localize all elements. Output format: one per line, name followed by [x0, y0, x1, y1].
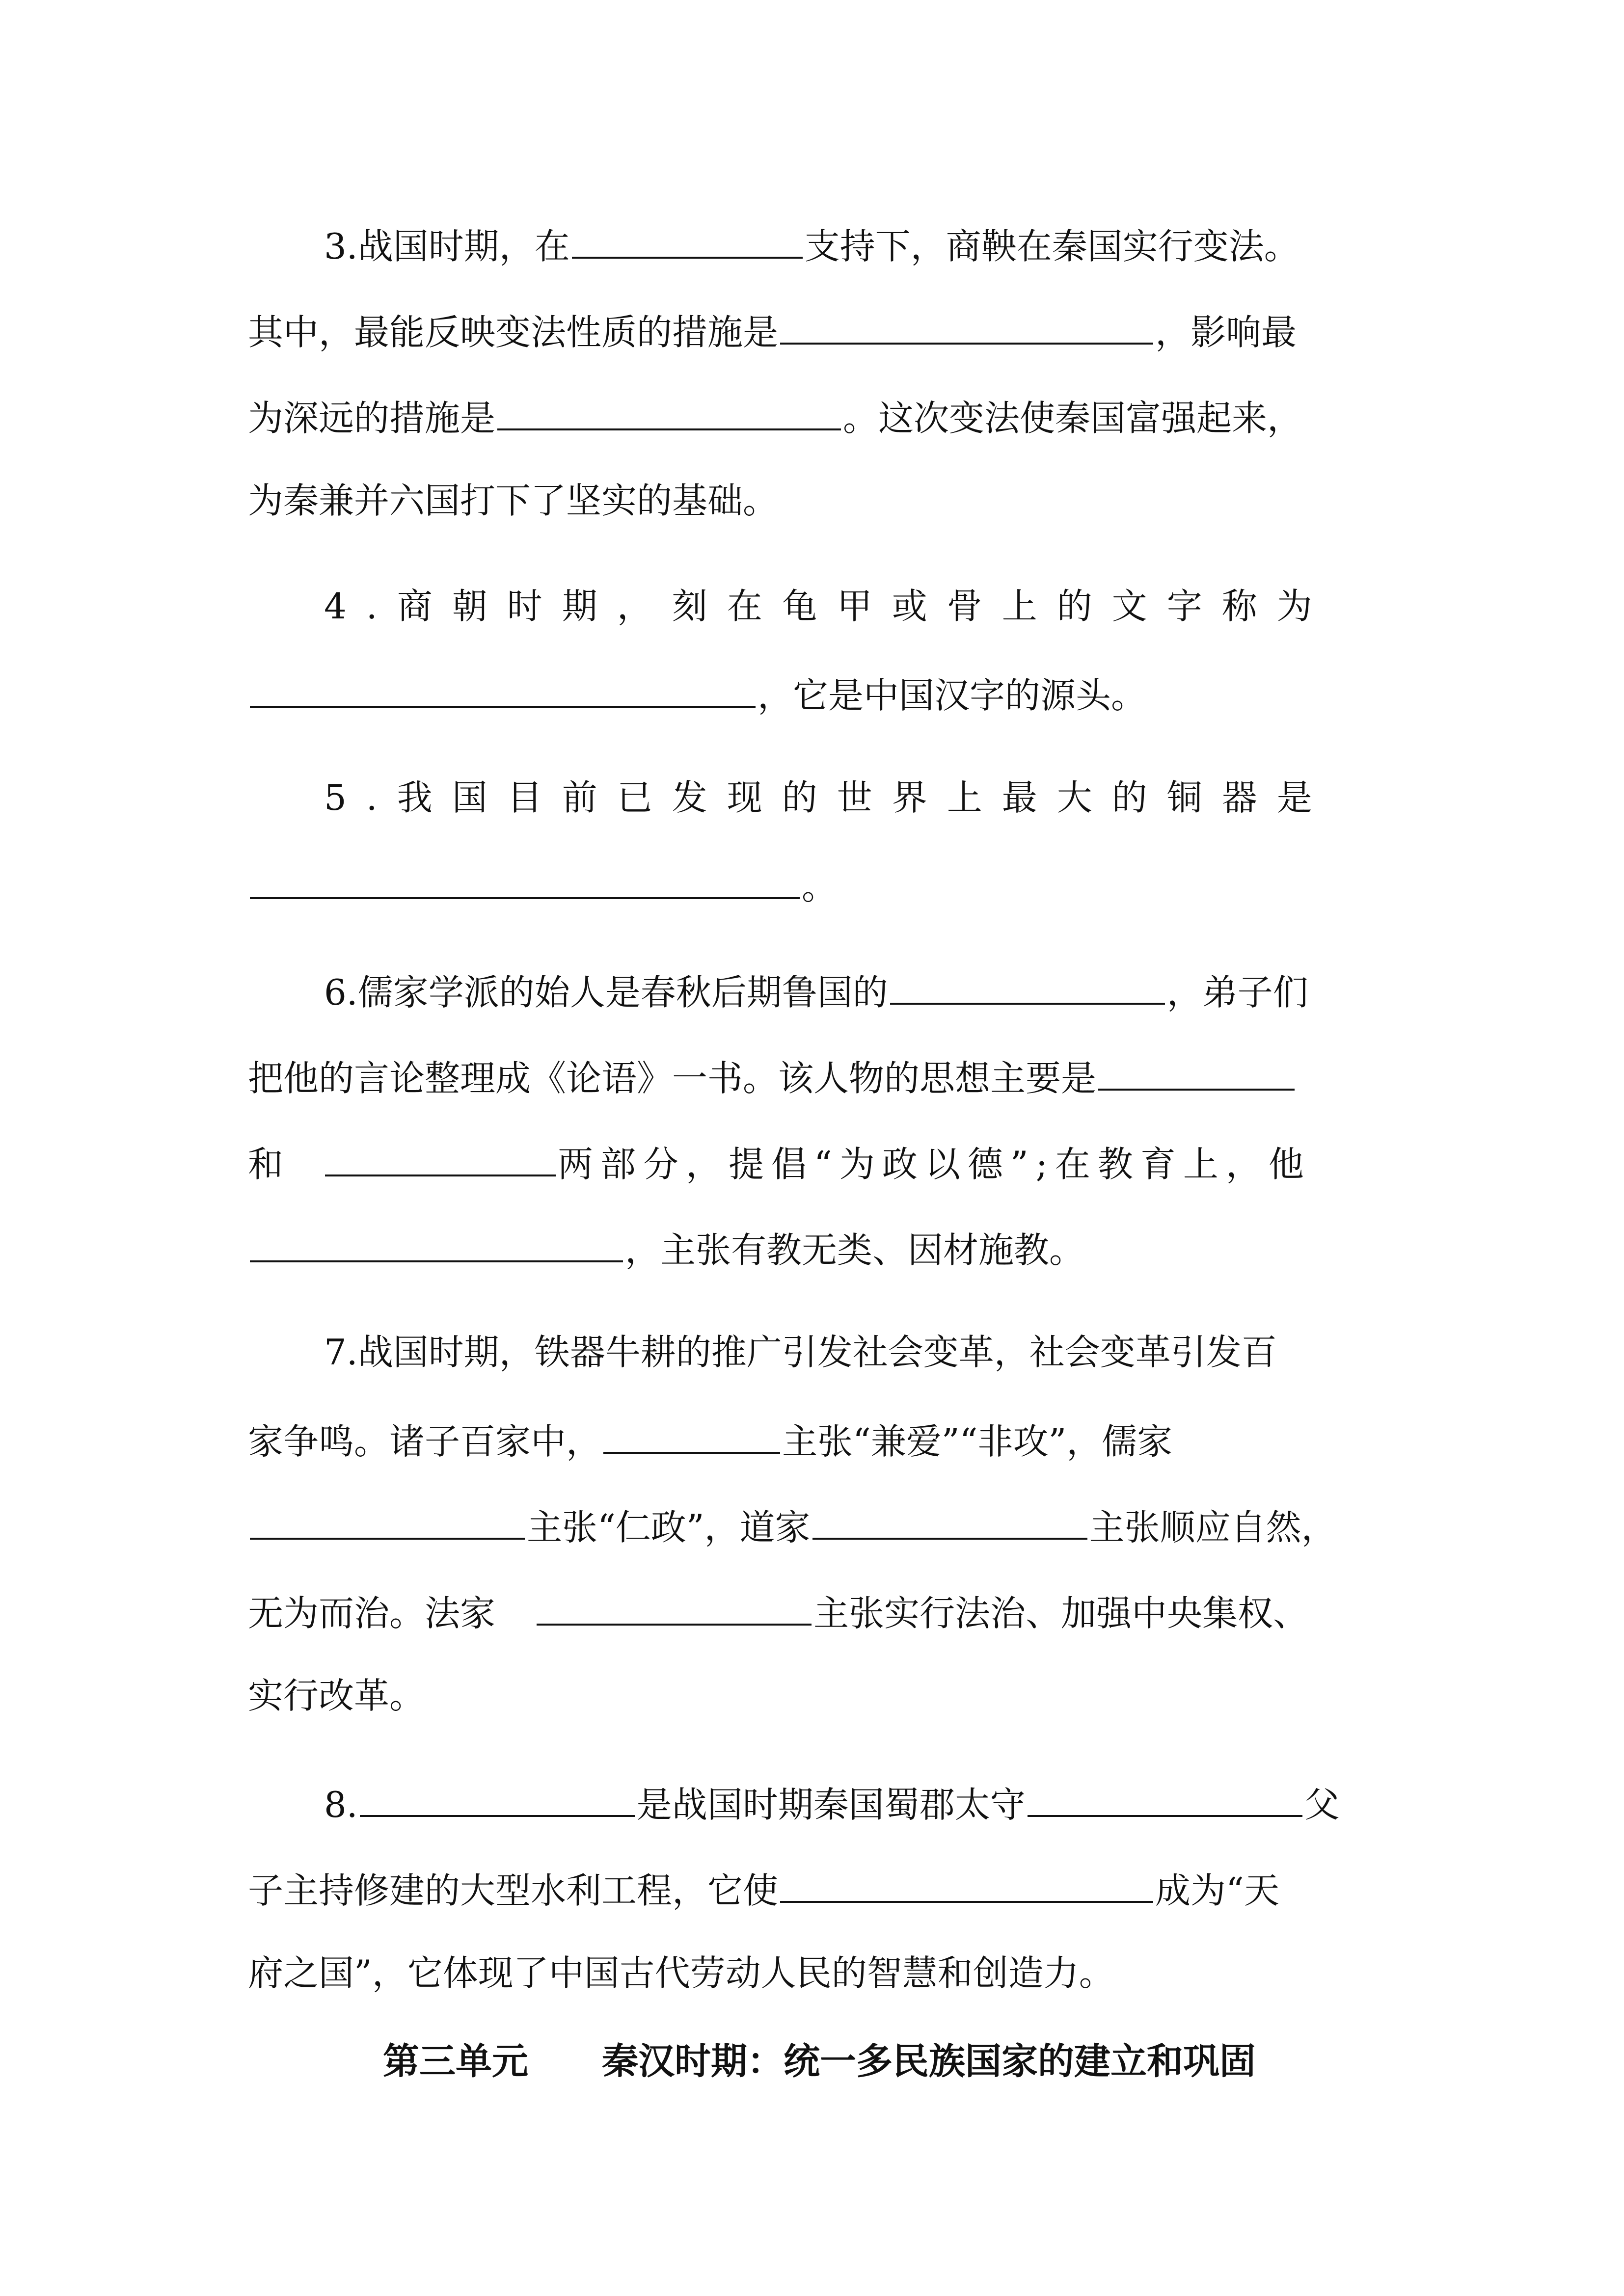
q3-line-3 [248, 390, 1387, 439]
q7-text-4b: 主张实行法治、加强中央集权、 [813, 1593, 1309, 1634]
q5-line-2 [248, 859, 1387, 908]
q8-line-2 [248, 1863, 1387, 1912]
q3-line-2 [248, 304, 1387, 353]
unit-title: 秦汉时期：统一多民族国家的建立和巩固 [602, 2040, 1256, 2082]
q3-text-1a: 3.战国时期，在 [324, 226, 570, 267]
q3-text-3a: 为深远的措施是 [248, 398, 496, 439]
q8-text-1a: 8. [324, 1784, 358, 1825]
q5-text-2b: 。 [802, 866, 838, 908]
q7-line-4 [248, 1585, 1387, 1634]
q3-text-1b: 支持下，商鞅在秦国实行变法。 [804, 226, 1299, 267]
q3-text-2b: ，影响最 [1155, 312, 1297, 353]
q7-text-2a: 家争鸣。诸子百家中， [248, 1421, 602, 1462]
q5-blank-1[interactable] [250, 859, 800, 899]
q7-text-3c: 主张顺应自然， [1089, 1507, 1337, 1548]
q8-line-1 [324, 1777, 1387, 1826]
q3-line-1 [324, 218, 1387, 267]
q6-text-1b: ，弟子们 [1166, 972, 1308, 1013]
q4-line-1: 4.商朝时期，刻在龟甲或骨上的文字称为 [324, 586, 1332, 627]
q8-blank-2[interactable] [1028, 1777, 1302, 1817]
q6-line-1 [324, 964, 1387, 1014]
q3-line-4: 为秦兼并六国打下了坚实的基础。 [248, 480, 779, 521]
q7-line-1: 7.战国时期，铁器牛耕的推广引发社会变革，社会变革引发百 [324, 1332, 1277, 1373]
q6-blank-1[interactable] [890, 964, 1165, 1005]
q8-line-3: 府之国”，它体现了中国古代劳动人民的智慧和创造力。 [248, 1952, 1114, 1994]
q4-line-2 [248, 667, 1387, 717]
q6-text-2a: 把他的言论整理成《论语》一书。该人物的思想主要是 [248, 1058, 1097, 1099]
q7-text-2b: 主张“兼爱”“非攻”，儒家 [782, 1421, 1173, 1462]
q7-text-4a: 无为而治。法家 [248, 1593, 496, 1634]
unit-heading [383, 2037, 1256, 2086]
q7-line-5: 实行改革。 [248, 1675, 425, 1716]
q6-line-3 [248, 1136, 1387, 1185]
q6-text-3a: 和 [248, 1144, 291, 1185]
unit-number: 第三单元 [383, 2040, 528, 2082]
q3-blank-1[interactable] [572, 218, 803, 259]
q3-text-3b: 。这次变法使秦国富强起来， [843, 398, 1303, 439]
q7-line-3 [248, 1499, 1387, 1548]
q6-blank-3[interactable] [325, 1136, 556, 1176]
q6-text-3b: 两部分，提倡“为政以德”;在教育上，他 [558, 1144, 1311, 1185]
q8-text-2b: 成为“天 [1155, 1870, 1279, 1911]
q4-text-2b: ，它是中国汉字的源头。 [758, 675, 1147, 716]
q7-text-3b: 主张“仁政”，道家 [527, 1507, 811, 1548]
q6-line-2 [248, 1050, 1387, 1099]
q5-line-1: 5.我国目前已发现的世界上最大的铜器是 [324, 777, 1332, 818]
q8-blank-3[interactable] [780, 1863, 1153, 1903]
q8-blank-1[interactable] [360, 1777, 635, 1817]
q6-blank-2[interactable] [1098, 1050, 1295, 1091]
q6-text-4b: ，主张有教无类、因材施教。 [625, 1229, 1085, 1271]
q6-text-1a: 6.儒家学派的始人是春秋后期鲁国的 [324, 972, 888, 1013]
q6-line-4 [248, 1222, 1387, 1271]
q7-blank-1[interactable] [603, 1414, 780, 1454]
q7-line-2 [248, 1414, 1387, 1463]
q7-blank-3[interactable] [812, 1499, 1087, 1540]
q3-blank-3[interactable] [497, 390, 841, 430]
q6-blank-4[interactable] [250, 1222, 623, 1262]
q8-text-1b: 是战国时期秦国蜀郡太守 [636, 1784, 1026, 1825]
q3-blank-2[interactable] [780, 304, 1153, 345]
q8-text-1c: 父 [1304, 1784, 1340, 1825]
q3-text-2a: 其中，最能反映变法性质的措施是 [248, 312, 779, 353]
q7-blank-2[interactable] [250, 1499, 525, 1540]
q8-text-2a: 子主持修建的大型水利工程，它使 [248, 1870, 779, 1911]
q4-blank-1[interactable] [250, 667, 756, 708]
q7-blank-4[interactable] [537, 1585, 812, 1626]
